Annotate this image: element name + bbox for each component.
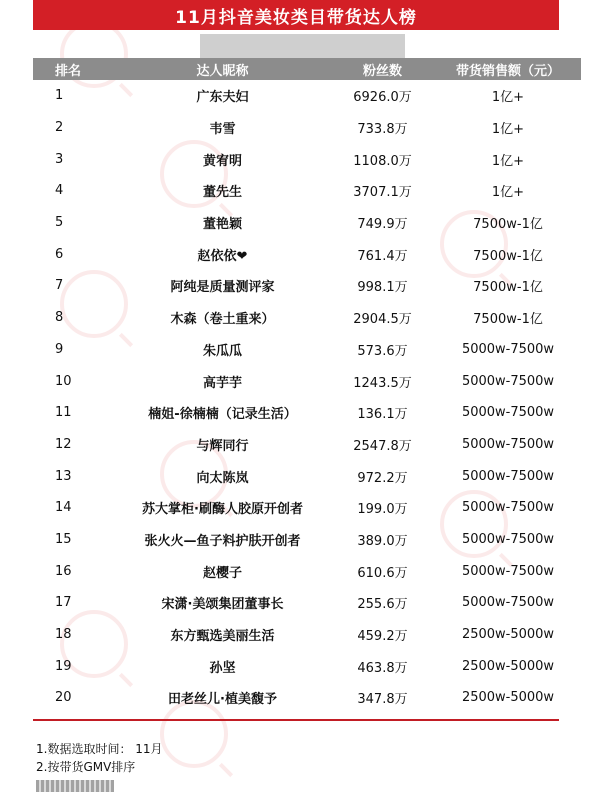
header-fans: 粉丝数 — [362, 63, 402, 79]
table-row — [33, 365, 581, 397]
gmv-cell: 5000w-7500w — [461, 595, 555, 611]
table-row — [33, 460, 581, 492]
name-cell: 韦雪 — [209, 122, 236, 138]
ranking-table-wrap — [33, 58, 559, 714]
table-row — [33, 302, 581, 334]
rank-cell: 18 — [55, 627, 72, 643]
rank-cell: 17 — [55, 595, 72, 611]
table-row — [33, 238, 581, 270]
rank-cell: 4 — [55, 183, 64, 199]
name-cell: 田老丝儿·植美馥予 — [168, 692, 277, 708]
name-cell: 木森（卷土重来） — [170, 312, 275, 328]
blurred-footer-text — [36, 780, 114, 792]
page-title: 11月抖音美妆类目带货达人榜 — [33, 0, 559, 30]
rank-cell: 5 — [55, 215, 64, 231]
table-row — [33, 175, 581, 207]
rank-cell: 15 — [55, 531, 72, 547]
gmv-cell: 1亿+ — [491, 185, 525, 201]
rank-cell: 1 — [55, 88, 64, 104]
name-cell: 董先生 — [202, 185, 242, 201]
header-gmv: 带货销售额（元） — [455, 63, 560, 79]
gmv-cell: 2500w-5000w — [461, 690, 555, 706]
table-row — [33, 524, 581, 556]
rank-cell: 12 — [55, 436, 72, 452]
table-row — [33, 80, 581, 112]
fans-cell: 6926.0万 — [353, 90, 412, 106]
name-cell: 黄宥明 — [202, 153, 242, 169]
gmv-cell: 7500w-1亿 — [473, 280, 543, 296]
rank-cell: 14 — [55, 500, 72, 516]
gmv-cell: 2500w-5000w — [461, 627, 555, 643]
gmv-cell: 5000w-7500w — [461, 563, 555, 579]
header-name: 达人昵称 — [196, 63, 249, 79]
gmv-cell: 5000w-7500w — [461, 500, 555, 516]
gmv-cell: 5000w-7500w — [461, 531, 555, 547]
fans-cell: 610.6万 — [357, 565, 408, 581]
fans-cell: 136.1万 — [357, 407, 408, 423]
gmv-cell: 5000w-7500w — [461, 436, 555, 452]
table-body — [33, 80, 581, 714]
fans-cell: 255.6万 — [357, 597, 408, 613]
gmv-cell: 5000w-7500w — [461, 341, 555, 357]
fans-cell: 749.9万 — [357, 217, 408, 233]
fans-cell: 972.2万 — [357, 470, 408, 486]
table-row — [33, 650, 581, 682]
rank-cell: 13 — [55, 468, 72, 484]
rank-cell: 8 — [55, 310, 64, 326]
gmv-cell: 5000w-7500w — [461, 405, 555, 421]
gmv-cell: 5000w-7500w — [461, 373, 555, 389]
fans-cell: 761.4万 — [357, 248, 408, 264]
rank-cell: 11 — [55, 405, 72, 421]
rank-cell: 20 — [55, 690, 72, 706]
fans-cell: 573.6万 — [357, 343, 408, 359]
redacted-subtitle — [200, 34, 405, 58]
name-cell: 宋潇·美颂集团董事长 — [161, 597, 284, 613]
table-row — [33, 112, 581, 144]
fans-cell: 733.8万 — [357, 122, 408, 138]
fans-cell: 2904.5万 — [353, 312, 412, 328]
rank-cell: 3 — [55, 151, 64, 167]
gmv-cell: 1亿+ — [491, 90, 525, 106]
rank-cell: 10 — [55, 373, 72, 389]
name-cell: 孙坚 — [209, 660, 236, 676]
gmv-cell: 7500w-1亿 — [473, 248, 543, 264]
rank-cell: 6 — [55, 246, 64, 262]
gmv-cell: 1亿+ — [491, 153, 525, 169]
name-cell: 赵樱子 — [202, 565, 242, 581]
fans-cell: 347.8万 — [357, 692, 408, 708]
rank-cell: 7 — [55, 278, 64, 294]
rank-cell: 9 — [55, 341, 64, 357]
table-row — [33, 555, 581, 587]
note-date: 1.数据选取时间： 11月 — [36, 742, 163, 756]
fans-cell: 1243.5万 — [353, 375, 412, 391]
name-cell: 阿纯是质量测评家 — [170, 280, 275, 296]
gmv-cell: 7500w-1亿 — [473, 312, 543, 328]
table-row — [33, 619, 581, 651]
table-row — [33, 682, 581, 714]
name-cell: 与辉同行 — [196, 438, 249, 454]
table-row — [33, 492, 581, 524]
rank-cell: 19 — [55, 658, 72, 674]
table-row — [33, 207, 581, 239]
name-cell: 广东夫妇 — [196, 90, 249, 106]
name-cell: 向太陈岚 — [196, 470, 249, 486]
gmv-cell: 2500w-5000w — [461, 658, 555, 674]
table-row — [33, 397, 581, 429]
name-cell: 楠姐-徐楠楠（记录生活） — [148, 407, 297, 423]
table-row — [33, 587, 581, 619]
fans-cell: 463.8万 — [357, 660, 408, 676]
header-rank: 排名 — [55, 63, 82, 79]
notes — [36, 740, 163, 776]
name-cell: 高芋芋 — [202, 375, 242, 391]
note-sort: 2.按带货GMV排序 — [36, 760, 136, 774]
name-cell: 东方甄选美丽生活 — [170, 629, 275, 645]
gmv-cell: 5000w-7500w — [461, 468, 555, 484]
name-cell: 朱瓜瓜 — [202, 343, 242, 359]
fans-cell: 998.1万 — [357, 280, 408, 296]
table-row — [33, 334, 581, 366]
table-row — [33, 143, 581, 175]
name-cell: 董艳颖 — [202, 217, 242, 233]
table-row — [33, 270, 581, 302]
fans-cell: 389.0万 — [357, 533, 408, 549]
name-cell: 张火火—鱼子料护肤开创者 — [144, 533, 301, 549]
fans-cell: 1108.0万 — [353, 153, 412, 169]
fans-cell: 199.0万 — [357, 502, 408, 518]
gmv-cell: 1亿+ — [491, 122, 525, 138]
name-cell: 苏大掌柜·刷酶人胶原开创者 — [142, 502, 303, 518]
table-header-row — [33, 58, 581, 80]
bottom-rule — [33, 719, 559, 721]
name-cell: 赵依依❤ — [197, 248, 248, 264]
fans-cell: 459.2万 — [357, 629, 408, 645]
rank-cell: 2 — [55, 120, 64, 136]
rank-cell: 16 — [55, 563, 72, 579]
fans-cell: 3707.1万 — [353, 185, 412, 201]
fans-cell: 2547.8万 — [353, 438, 412, 454]
ranking-table — [33, 58, 581, 714]
gmv-cell: 7500w-1亿 — [473, 217, 543, 233]
table-row — [33, 429, 581, 461]
